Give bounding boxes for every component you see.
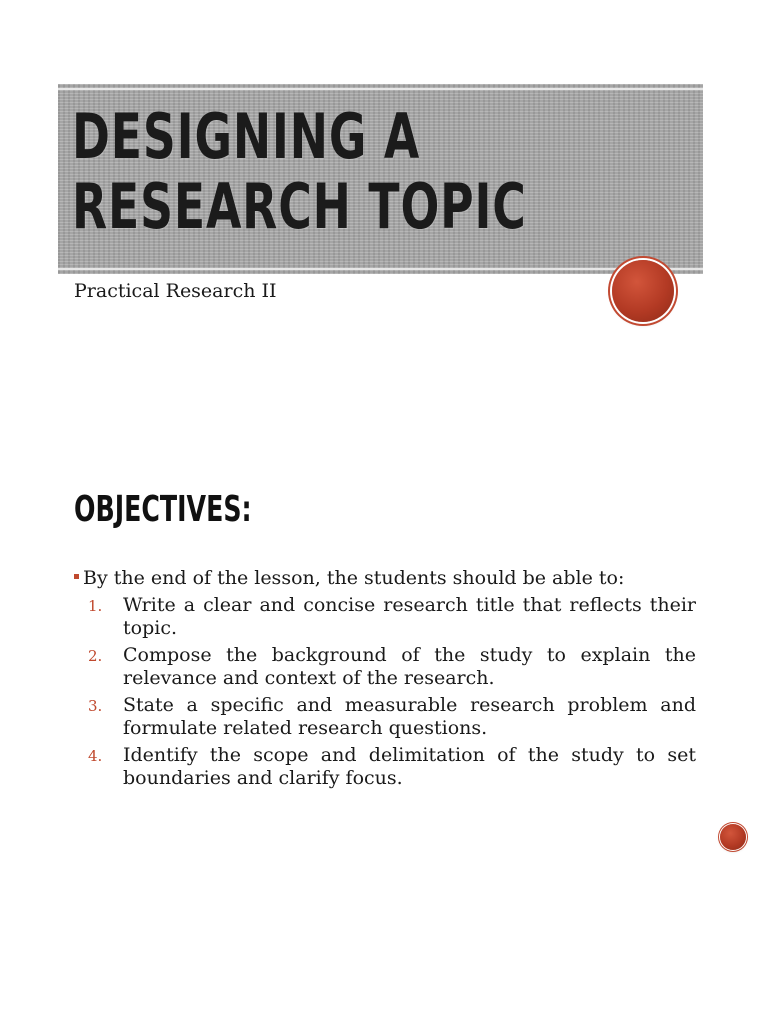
objectives-heading: OBJECTIVES:: [74, 489, 252, 530]
list-item-text: Identify the scope and delimitation of the study to set boundaries and clarify focus.: [123, 744, 696, 789]
objectives-intro-text: By the end of the lesson, the students should be able to:: [83, 567, 625, 589]
list-item-number: 3.: [88, 697, 103, 715]
list-item: [88, 694, 696, 740]
slide-subtitle: Practical Research II: [74, 280, 277, 302]
title-slide: [0, 0, 768, 440]
square-bullet-icon: [74, 574, 79, 579]
list-item: [88, 744, 696, 790]
objectives-intro: [74, 566, 714, 590]
title-band: [58, 84, 703, 274]
list-item: [88, 594, 696, 640]
list-item-text: Write a clear and concise research title that reflects their topic.: [123, 594, 696, 639]
decorative-circle-icon: [612, 260, 674, 322]
list-item: [88, 644, 696, 690]
list-item-number: 4.: [88, 747, 103, 765]
list-item-text: Compose the background of the study to explain the relevance and context of the research.: [123, 644, 696, 689]
slide-title-line-1: DESIGNING A: [72, 100, 421, 173]
decorative-circle-icon: [720, 824, 746, 850]
slide-title: [72, 102, 580, 242]
list-item-text: State a specific and measurable research problem and formulate related research questions.: [123, 694, 696, 739]
objectives-list: [88, 594, 696, 794]
list-item-number: 2.: [88, 647, 103, 665]
slide-title-line-2: RESEARCH TOPIC: [72, 170, 527, 243]
list-item-number: 1.: [88, 597, 103, 615]
objectives-slide: [0, 440, 768, 1024]
